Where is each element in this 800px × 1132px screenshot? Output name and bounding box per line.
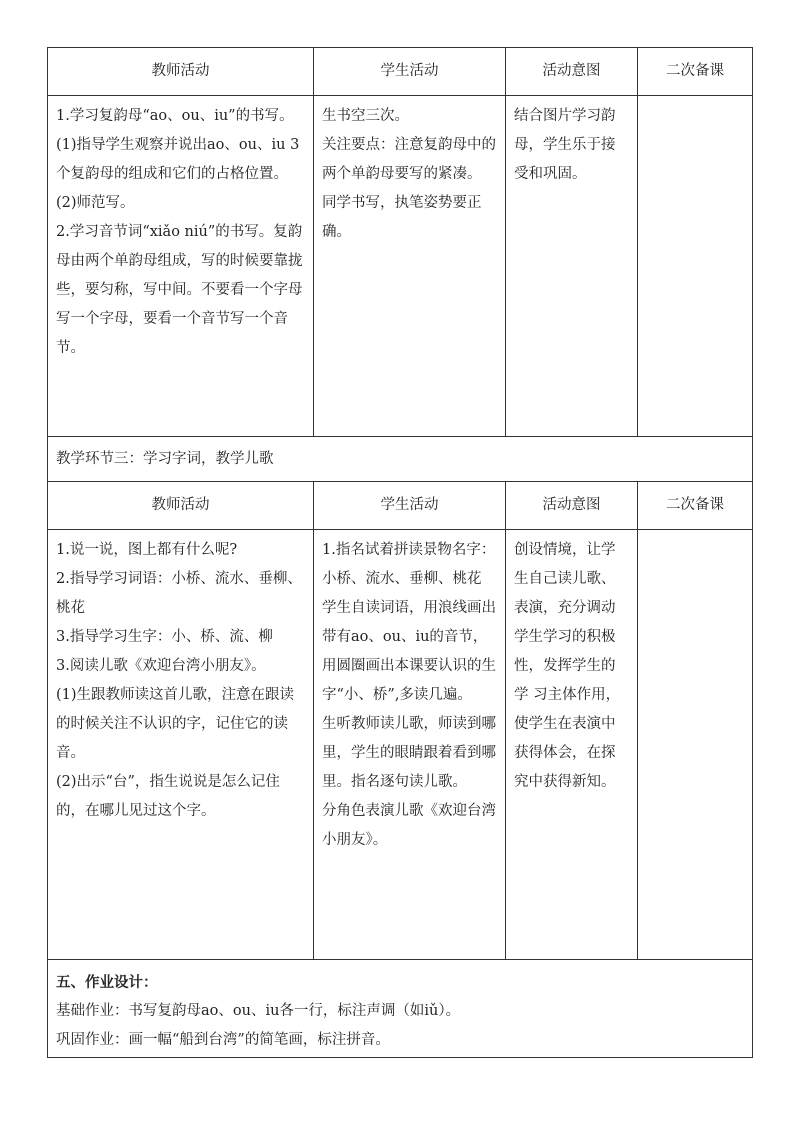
section3-title: 教学环节三：学习字词，教学儿歌	[48, 437, 753, 482]
section3-notes-cell	[638, 530, 753, 960]
header-student-activity: 学生活动	[314, 48, 506, 96]
section2-student-cell	[314, 96, 506, 437]
section2-teacher-line: 2.学习音节词“xiǎo niú”的书写。复韵母由两个单韵母组成，写的时候要靠拢些，要匀称，写中间。不要看一个字母写一个字母，要看一个音节写一个音节。	[56, 224, 303, 356]
section3-teacher-line: 2.指导学习词语：小桥、流水、垂柳、桃花	[56, 571, 302, 616]
section2-student-line: 关注要点：注意复韵母中的两个单韵母要写的紧凑。	[322, 137, 496, 182]
section3-purpose-line: 创设情境，让学生自己读儿歌、表演，充分调动学生学习的积极性，发挥学生的学 习主体作用，使学生在表演中获得体会，在探究中获得新知。	[514, 542, 621, 790]
section3-teacher-line: 3.阅读儿歌《欢迎台湾小朋友》。	[56, 658, 266, 674]
section2-row	[48, 96, 753, 437]
header-second-prep: 二次备课	[638, 48, 753, 96]
section3-teacher-line: (1)生跟教师读这首儿歌，注意在跟读的时候关注不认识的字，记住它的读音。	[56, 687, 295, 761]
section3-student-line: 生听教师读儿歌，师读到哪里，学生的眼睛跟着看到哪里。指名逐句读儿歌。	[322, 716, 496, 790]
header-activity-purpose: 活动意图	[506, 482, 638, 530]
homework-cell	[48, 960, 753, 1058]
homework-row	[48, 960, 753, 1058]
section3-title-row	[48, 437, 753, 482]
section2-student-line: 同学书写，执笔姿势要正确。	[322, 195, 482, 240]
section3-teacher-line: 3.指导学习生字：小、桥、流、柳	[56, 629, 273, 645]
header-row	[48, 482, 753, 530]
section3-student-cell	[314, 530, 506, 960]
section3-teacher-cell	[48, 530, 314, 960]
header-teacher-activity: 教师活动	[48, 48, 314, 96]
section3-student-line: 学生自读词语，用浪线画出带有ao、ou、iu的音节，用圆圈画出本课要认识的生字“小、桥”,多读几遍。	[322, 600, 496, 703]
section3-student-line: 分角色表演儿歌《欢迎台湾小朋友》。	[322, 803, 496, 848]
header-teacher-activity: 教师活动	[48, 482, 314, 530]
homework-basic: 基础作业：书写复韵母ao、ou、iu各一行，标注声调（如iǔ）。	[56, 1003, 461, 1019]
section2-notes-cell	[638, 96, 753, 437]
section2-teacher-line: (2)师范写。	[56, 195, 135, 211]
section2-teacher-line: 1.学习复韵母“ao、ou、iu”的书写。	[56, 108, 294, 124]
section2-student-line: 生书空三次。	[322, 108, 409, 124]
section2-purpose-cell	[506, 96, 638, 437]
header-student-activity: 学生活动	[314, 482, 506, 530]
section3-student-line: 1.指名试着拼读景物名字：小桥、流水、垂柳、桃花	[322, 542, 496, 587]
section2-teacher-cell	[48, 96, 314, 437]
section3-teacher-line: (2)出示“台”，指生说说是怎么记住的，在哪儿见过这个字。	[56, 774, 280, 819]
homework-consolidate: 巩固作业：画一幅“船到台湾”的简笔画，标注拼音。	[56, 1032, 390, 1048]
header-row	[48, 48, 753, 96]
section2-purpose-line: 结合图片学习韵母，学生乐于接受和巩固。	[514, 108, 616, 182]
lesson-plan-table	[47, 47, 753, 1058]
header-activity-purpose: 活动意图	[506, 48, 638, 96]
section3-teacher-line: 1.说一说，图上都有什么呢?	[56, 542, 238, 558]
section3-purpose-cell	[506, 530, 638, 960]
header-second-prep: 二次备课	[638, 482, 753, 530]
section2-teacher-line: (1)指导学生观察并说出ao、ou、iu 3个复韵母的组成和它们的占格位置。	[56, 137, 300, 182]
homework-title: 五、作业设计：	[56, 974, 158, 991]
section3-row	[48, 530, 753, 960]
